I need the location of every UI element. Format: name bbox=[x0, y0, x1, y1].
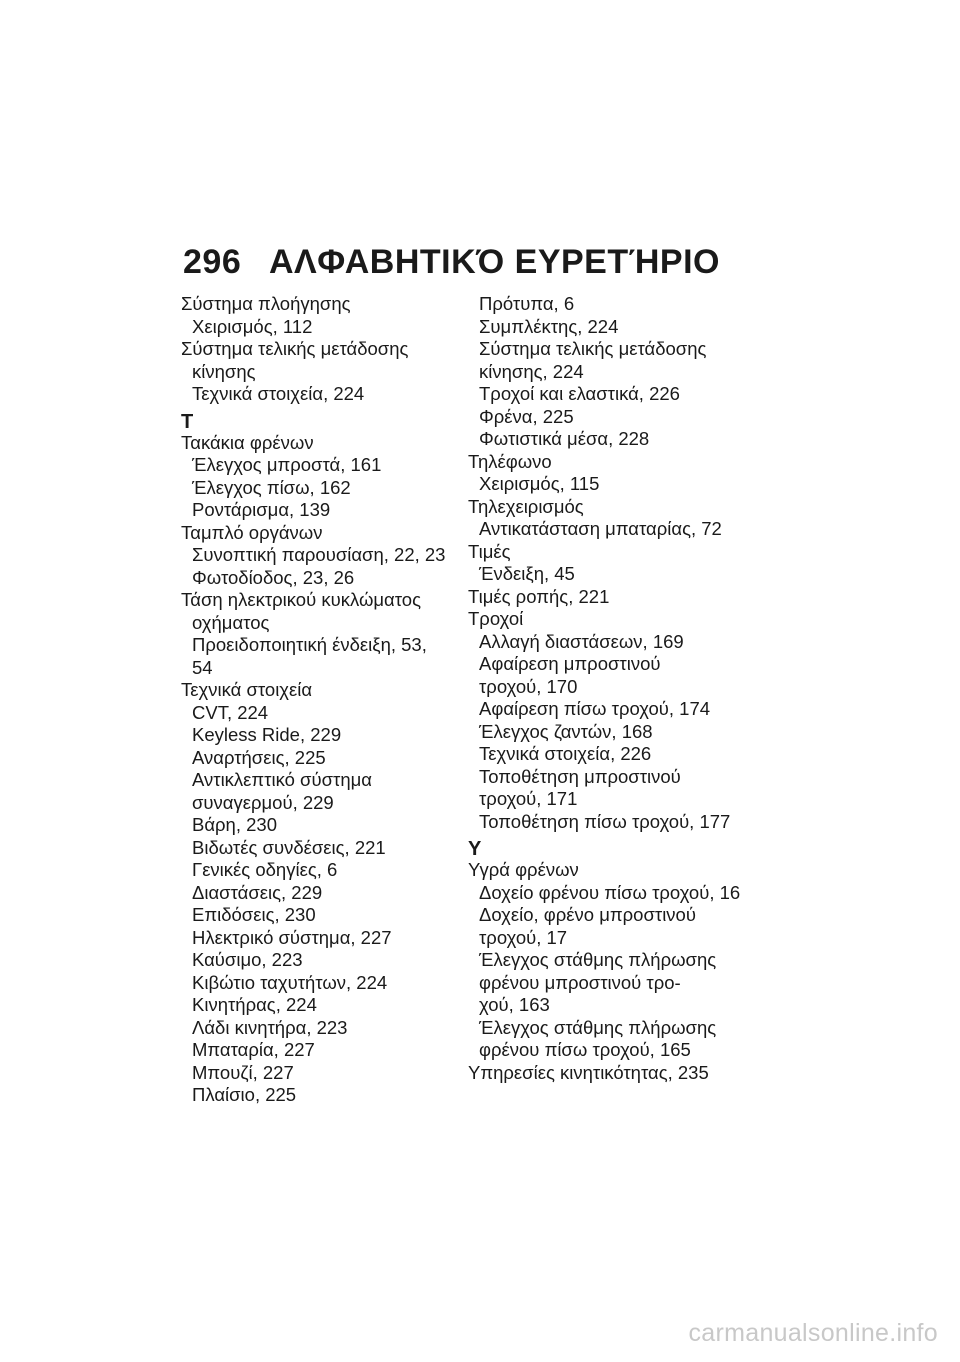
index-subentry: Φρένα, 225 bbox=[479, 405, 574, 427]
index-subentry: Αφαίρεση μπροστινού bbox=[479, 653, 661, 674]
letter-heading: Υ bbox=[468, 838, 482, 860]
index-subentry: Μπουζί, 227 bbox=[192, 1061, 294, 1083]
index-subentry: Κινητήρας, 224 bbox=[192, 994, 317, 1015]
index-entry-continuation: 54 bbox=[192, 656, 213, 678]
index-subentry: Γενικές οδηγίες, 6 bbox=[192, 859, 338, 880]
index-subentry: Έλεγχος ζαντών, 168 bbox=[479, 720, 653, 742]
index-entry: Υπηρεσίες κινητικότητας, 235 bbox=[468, 1061, 709, 1083]
page-header bbox=[183, 243, 720, 282]
page-title: ΑΛΦΑΒΗΤΙΚΌ ΕΥΡΕΤΉΡΙΟ bbox=[269, 243, 720, 281]
index-subentry: Keyless Ride, 229 bbox=[192, 724, 342, 745]
index-entry-continuation: φρένου πίσω τροχού, 165 bbox=[479, 1039, 691, 1060]
index-subentry: Έλεγχος μπροστά, 161 bbox=[192, 454, 382, 475]
page-number: 296 bbox=[183, 243, 242, 281]
index-subentry: Ηλεκτρικό σύστημα, 227 bbox=[192, 926, 392, 948]
index-entry-continuation: τροχού, 17 bbox=[479, 926, 568, 948]
index-entry-continuation: τροχού, 170 bbox=[479, 675, 578, 697]
index-subentry: CVT, 224 bbox=[192, 701, 269, 723]
index-subentry: Έλεγχος στάθμης πλήρωσης bbox=[479, 1016, 717, 1038]
index-column-left bbox=[181, 293, 451, 1107]
index-subentry: Τροχοί και ελαστικά, 226 bbox=[479, 383, 680, 404]
index-subentry: Έλεγχος στάθμης πλήρωσης bbox=[479, 949, 717, 970]
index-subentry: Αλλαγή διαστάσεων, 169 bbox=[479, 630, 684, 652]
index-entry-continuation: τροχού, 171 bbox=[479, 788, 578, 809]
index-entry: Σύστημα πλοήγησης bbox=[181, 293, 351, 314]
index-entry: Τεχνικά στοιχεία bbox=[181, 679, 313, 700]
index-subentry: Τεχνικά στοιχεία, 224 bbox=[192, 383, 365, 404]
index-subentry: Αναρτήσεις, 225 bbox=[192, 746, 326, 768]
index-subentry: Σύστημα τελικής μετάδοσης bbox=[479, 338, 707, 359]
index-entry-continuation: χού, 163 bbox=[479, 994, 550, 1015]
index-entry-continuation: συναγερμού, 229 bbox=[192, 791, 334, 813]
index-subentry: Διαστάσεις, 229 bbox=[192, 881, 323, 903]
index-entry: Τηλέφωνο bbox=[468, 450, 552, 472]
index-entry: Τροχοί bbox=[468, 608, 524, 629]
index-subentry: Αντικατάσταση μπαταρίας, 72 bbox=[479, 518, 722, 539]
index-entry: Τιμές bbox=[468, 540, 511, 562]
index-subentry: Αφαίρεση πίσω τροχού, 174 bbox=[479, 698, 711, 719]
index-subentry: Πλαίσιο, 225 bbox=[192, 1084, 297, 1105]
index-subentry: Τεχνικά στοιχεία, 226 bbox=[479, 743, 652, 764]
index-subentry: Χειρισμός, 115 bbox=[479, 473, 600, 494]
index-subentry: Λάδι κινητήρα, 223 bbox=[192, 1016, 348, 1038]
index-subentry: Επιδόσεις, 230 bbox=[192, 904, 316, 925]
index-subentry: Έλεγχος πίσω, 162 bbox=[192, 476, 351, 498]
index-subentry: Δοχείο φρένου πίσω τροχού, 16 bbox=[479, 881, 741, 903]
index-subentry: Αντικλεπτικό σύστημα bbox=[192, 769, 372, 790]
index-subentry: Μπαταρία, 227 bbox=[192, 1039, 315, 1060]
index-subentry: Φωτιστικά μέσα, 228 bbox=[479, 428, 650, 449]
index-entry: Υγρά φρένων bbox=[468, 859, 579, 880]
index-entry-continuation: οχήματος bbox=[192, 611, 270, 633]
index-entry: Τάση ηλεκτρικού κυκλώματος bbox=[181, 589, 421, 610]
index-subentry: Βιδωτές συνδέσεις, 221 bbox=[192, 836, 386, 858]
index-entry: Τακάκια φρένων bbox=[181, 431, 314, 453]
index-subentry: Ροντάρισμα, 139 bbox=[192, 499, 331, 520]
index-subentry: Πρότυπα, 6 bbox=[479, 293, 575, 314]
index-entry: Σύστημα τελικής μετάδοσης bbox=[181, 338, 409, 359]
index-subentry: Καύσιμο, 223 bbox=[192, 949, 303, 970]
index-subentry: Κιβώτιο ταχυτήτων, 224 bbox=[192, 971, 388, 993]
index-entry-continuation: φρένου μπροστινού τρο- bbox=[479, 971, 681, 993]
index-subentry: Τοποθέτηση μπροστινού bbox=[479, 765, 681, 787]
index-subentry: Βάρη, 230 bbox=[192, 814, 277, 835]
letter-heading: Τ bbox=[181, 410, 194, 433]
index-subentry: Ένδειξη, 45 bbox=[479, 563, 575, 584]
index-entry-continuation: κίνησης, 224 bbox=[479, 360, 584, 382]
index-entry-continuation: κίνησης bbox=[192, 360, 256, 382]
index-entry: Ταμπλό οργάνων bbox=[181, 521, 323, 543]
index-entry: Τιμές ροπής, 221 bbox=[468, 585, 610, 607]
index-column-right bbox=[468, 293, 758, 1084]
index-subentry: Συνοπτική παρουσίαση, 22, 23 bbox=[192, 544, 446, 565]
watermark: carmanualsonline.info bbox=[688, 1319, 938, 1347]
index-subentry: Συμπλέκτης, 224 bbox=[479, 315, 619, 337]
index-subentry: Δοχείο, φρένο μπροστινού bbox=[479, 904, 696, 925]
index-subentry: Τοποθέτηση πίσω τροχού, 177 bbox=[479, 810, 731, 832]
index-subentry: Φωτοδίοδος, 23, 26 bbox=[192, 566, 355, 588]
index-subentry: Προειδοποιητική ένδειξη, 53, bbox=[192, 634, 427, 655]
index-entry: Τηλεχειρισμός bbox=[468, 495, 584, 517]
index-subentry: Χειρισμός, 112 bbox=[192, 315, 313, 337]
